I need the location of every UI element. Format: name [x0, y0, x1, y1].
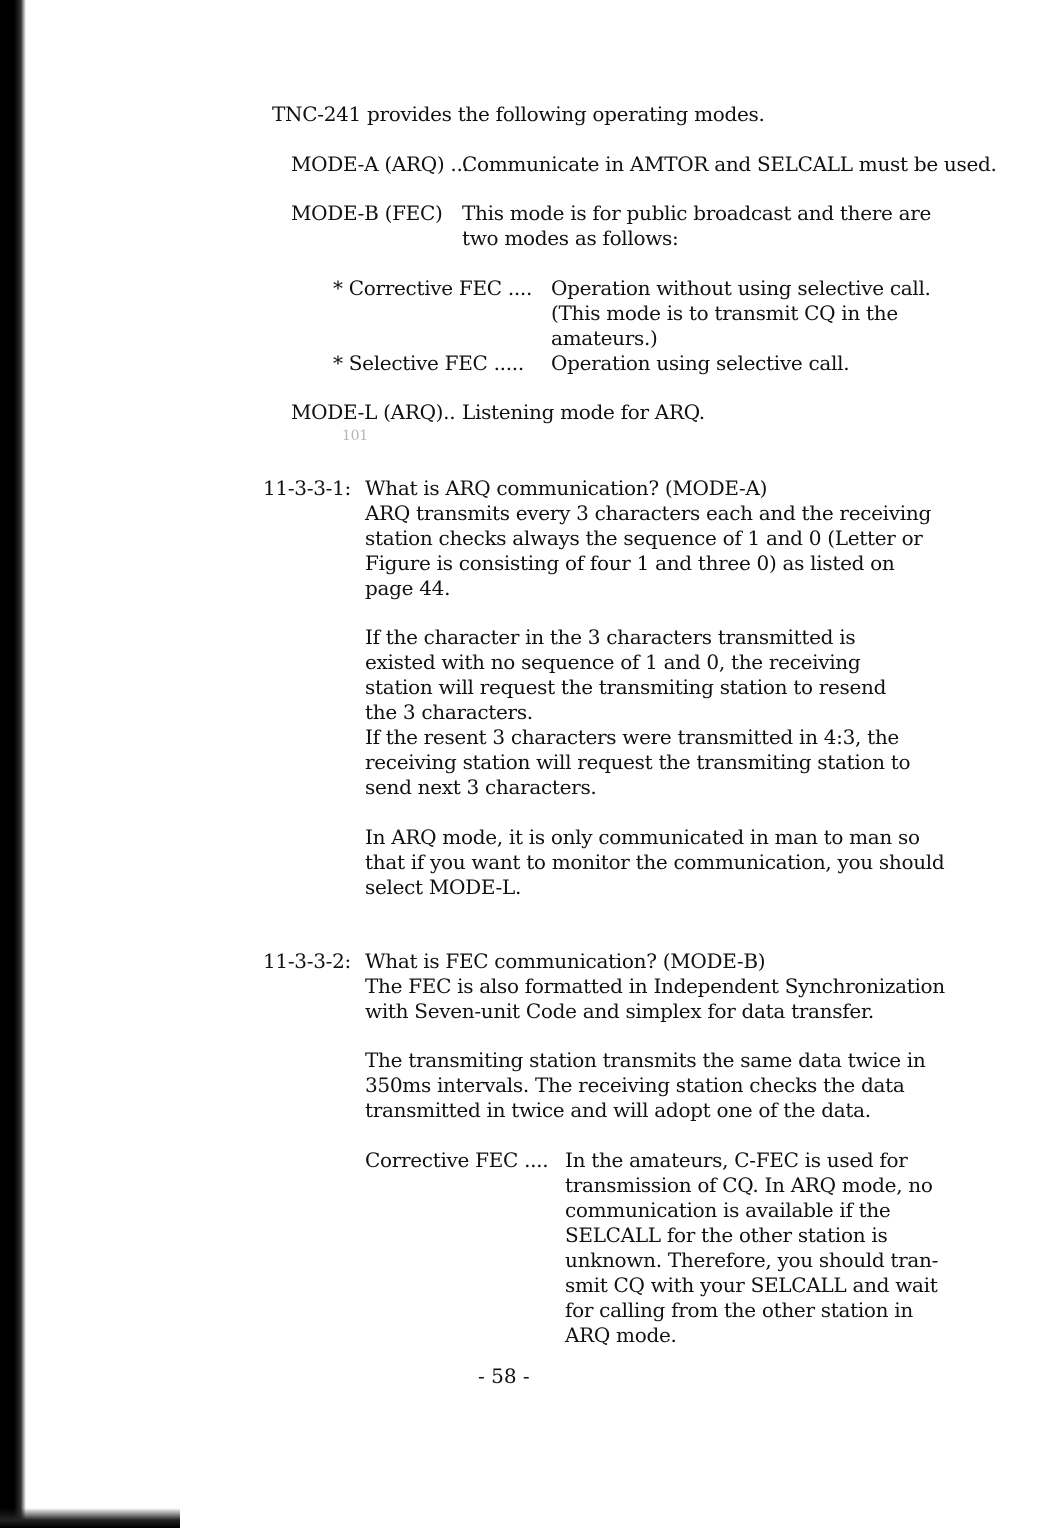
section-fec-corrective-line: communication is available if the — [565, 1198, 891, 1222]
section-arq-para1-line: ARQ transmits every 3 characters each and the receiving — [365, 501, 931, 525]
section-fec-para1-line: The FEC is also formatted in Independent Synchronization — [365, 974, 945, 998]
section-arq-para2-line: station will request the transmiting station to resend — [365, 675, 887, 699]
corrective-fec-desc-line: (This mode is to transmit CQ in the — [551, 301, 898, 325]
section-fec-para2-line: The transmiting station transmits the same data twice in — [365, 1048, 926, 1072]
section-arq-number: 11-3-3-1: — [263, 476, 351, 500]
mode-b-desc-line: This mode is for public broadcast and there are — [462, 201, 932, 225]
section-arq-para3-line: In ARQ mode, it is only communicated in man to man so — [365, 825, 920, 849]
section-fec-corrective-line: unknown. Therefore, you should tran- — [565, 1248, 939, 1272]
corrective-fec-desc-line: amateurs.) — [551, 326, 658, 350]
section-fec-corrective-label: Corrective FEC .... — [365, 1148, 549, 1172]
section-arq-para2-line: the 3 characters. — [365, 700, 533, 724]
section-fec-corrective-line: SELCALL for the other station is — [565, 1223, 888, 1247]
mode-l-desc: Listening mode for ARQ. — [462, 400, 705, 424]
section-arq-para3-line: that if you want to monitor the communication, you should — [365, 850, 945, 874]
section-fec-number: 11-3-3-2: — [263, 949, 351, 973]
section-fec-corrective-line: transmission of CQ. In ARQ mode, no — [565, 1173, 933, 1197]
section-arq-para2-line: If the resent 3 characters were transmitted in 4:3, the — [365, 725, 899, 749]
mode-b-label: MODE-B (FEC) — [291, 201, 443, 225]
corrective-fec-label: * Corrective FEC .... — [333, 276, 533, 300]
section-arq-para2-line: receiving station will request the transmiting station to — [365, 750, 911, 774]
mode-a-desc: Communicate in AMTOR and SELCALL must be used. — [462, 152, 997, 176]
corrective-fec-desc-line: Operation without using selective call. — [551, 276, 931, 300]
section-fec-corrective-line: for calling from the other station in — [565, 1298, 913, 1322]
section-fec-corrective-line: In the amateurs, C-FEC is used for — [565, 1148, 908, 1172]
section-arq-para2-line: existed with no sequence of 1 and 0, the receiving — [365, 650, 861, 674]
section-fec-heading: What is FEC communication? (MODE-B) — [365, 949, 766, 973]
mode-l-label: MODE-L (ARQ).. — [291, 400, 456, 424]
section-fec-corrective-line: ARQ mode. — [565, 1323, 677, 1347]
scan-shadow-bottom — [0, 1508, 180, 1528]
scan-shadow-left — [0, 0, 26, 1528]
page-number: - 58 - — [478, 1364, 530, 1388]
section-arq-heading: What is ARQ communication? (MODE-A) — [365, 476, 768, 500]
mode-b-desc-line: two modes as follows: — [462, 226, 679, 250]
section-fec-para2-line: transmitted in twice and will adopt one of the data. — [365, 1098, 871, 1122]
section-arq-para1-line: Figure is consisting of four 1 and three 0) as listed on — [365, 551, 895, 575]
mode-a-label: MODE-A (ARQ) ... — [291, 152, 469, 176]
selective-fec-label: * Selective FEC ..... — [333, 351, 524, 375]
section-arq-para1-line: station checks always the sequence of 1 and 0 (Letter or — [365, 526, 923, 550]
intro-text: TNC-241 provides the following operating modes. — [272, 102, 765, 126]
handwritten-mark: 101 — [342, 428, 368, 444]
section-arq-para2-line: If the character in the 3 characters transmitted is — [365, 625, 856, 649]
section-arq-para2-line: send next 3 characters. — [365, 775, 597, 799]
section-arq-para3-line: select MODE-L. — [365, 875, 522, 899]
section-fec-corrective-line: smit CQ with your SELCALL and wait — [565, 1273, 938, 1297]
selective-fec-desc: Operation using selective call. — [551, 351, 850, 375]
section-fec-para1-line: with Seven-unit Code and simplex for data transfer. — [365, 999, 874, 1023]
section-arq-para1-line: page 44. — [365, 576, 451, 600]
section-fec-para2-line: 350ms intervals. The receiving station checks the data — [365, 1073, 905, 1097]
